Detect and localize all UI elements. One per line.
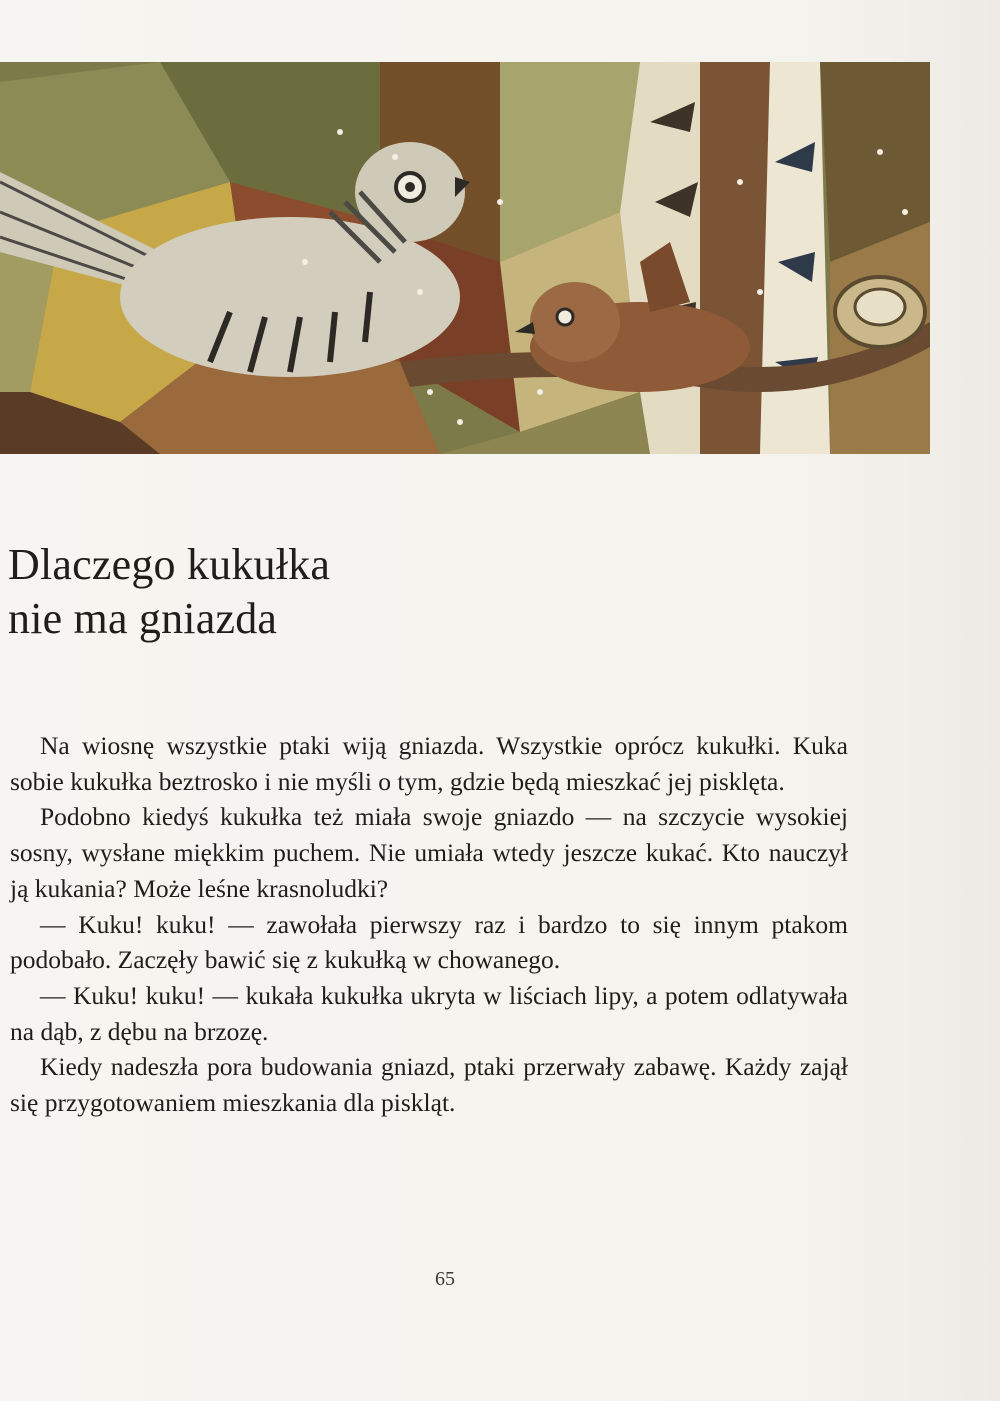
story-title-line-1: Dlaczego kukułka	[8, 540, 331, 589]
paragraph: — Kuku! kuku! — zawołała pierwszy raz i bardzo to się innym ptakom podobało. Zaczęły bawić się z kukułką w chowanego.	[10, 909, 848, 975]
paragraph: — Kuku! kuku! — kukała kukułka ukryta w liściach lipy, a potem odlatywała na dąb, z dębu na brzozę.	[10, 980, 848, 1046]
paragraph: Kiedy nadeszła pora budowania gniazd, ptaki przerwały zabawę. Każdy zajął się przygotowaniem mieszkania dla piskląt.	[10, 1052, 848, 1118]
birds-in-forest-illustration	[0, 62, 930, 454]
paragraph: Na wiosnę wszystkie ptaki wiją gniazda. Wszystkie oprócz kukułki. Kuka sobie kukułka beztrosko i nie myśli o tym, gdzie będą mieszkać jej pisklęta.	[10, 731, 848, 796]
story-title	[8, 538, 330, 646]
story-text	[10, 728, 848, 1121]
page-number: 65	[435, 1268, 455, 1290]
paragraph: Podobno kiedyś kukułka też miała swoje gniazdo — na szczycie wysokiej sosny, wysłane miękkim puchem. Nie umiała wtedy jeszcze kukać. Kto nauczył ją kukania? Może leśne krasnoludki?	[10, 802, 848, 903]
story-title-line-2: nie ma gniazda	[8, 594, 278, 643]
